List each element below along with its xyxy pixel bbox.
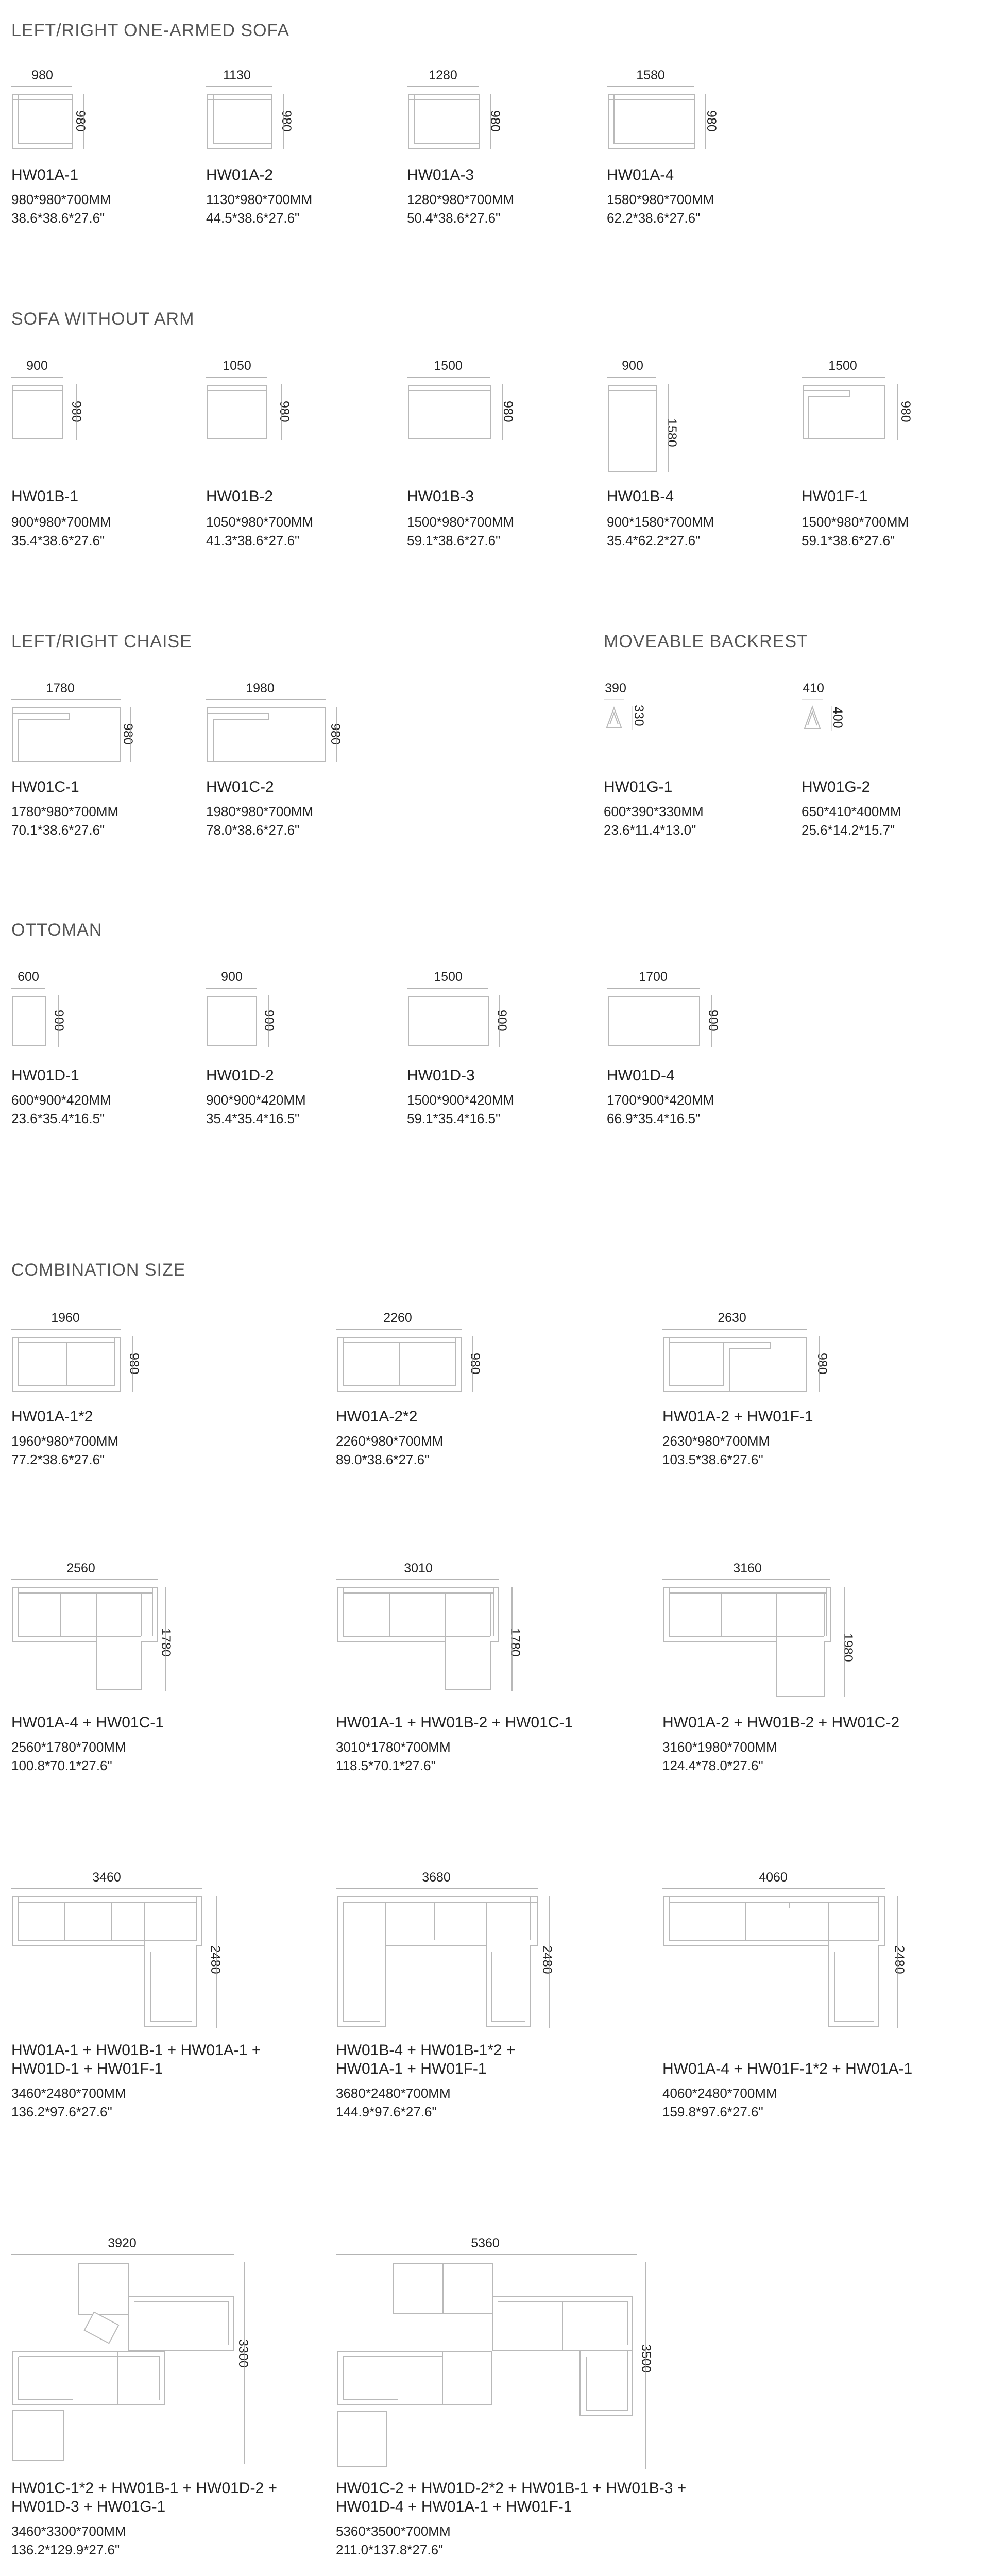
depth-label: 900 — [52, 1010, 66, 1031]
depth-label: 980 — [704, 110, 719, 132]
combo-code-line2: HW01A-1 + HW01F-1 — [336, 2060, 487, 2077]
depth-label: 980 — [277, 401, 292, 422]
width-label: 1500 — [828, 359, 857, 373]
size-mm: 1980*980*700MM — [206, 804, 314, 819]
depth-label: 900 — [706, 1010, 720, 1031]
size-inch: 100.8*70.1*27.6" — [11, 1758, 112, 1773]
size-mm: 650*410*400MM — [802, 804, 901, 819]
width-label: 1580 — [636, 68, 665, 82]
size-inch: 78.0*38.6*27.6" — [206, 822, 300, 838]
size-mm: 980*980*700MM — [11, 192, 111, 207]
size-inch: 103.5*38.6*27.6" — [662, 1452, 763, 1467]
combo-code-line2: HW01D-1 + HW01F-1 — [11, 2060, 163, 2077]
width-label: 410 — [803, 681, 824, 696]
width-label: 900 — [221, 970, 243, 984]
ottoman-drawing — [607, 984, 725, 1051]
depth-label: 980 — [815, 1353, 829, 1375]
sofa-drawing — [11, 82, 94, 155]
depth-label: 980 — [328, 723, 343, 745]
size-inch: 38.6*38.6*27.6" — [11, 210, 105, 226]
size-mm: 4060*2480*700MM — [662, 2086, 777, 2101]
sofa-drawing — [607, 82, 720, 155]
width-label: 980 — [31, 68, 53, 82]
depth-label: 980 — [279, 110, 294, 132]
width-label: 3460 — [92, 1870, 121, 1885]
depth-label: 980 — [73, 110, 88, 132]
product-code: HW01D-1 — [11, 1067, 79, 1084]
size-inch: 35.4*35.4*16.5" — [206, 1111, 300, 1126]
width-label: 3010 — [404, 1561, 433, 1575]
backrest-drawing — [604, 696, 650, 737]
size-inch: 136.2*129.9*27.6" — [11, 2542, 120, 2557]
combo-code: HW01A-2 + HW01F-1 — [662, 1408, 813, 1425]
product-code: HW01D-2 — [206, 1067, 274, 1084]
depth-label: 1980 — [841, 1633, 855, 1662]
combo-drawing — [11, 1575, 181, 1694]
depth-label: 2480 — [208, 1945, 223, 1974]
width-label: 3680 — [422, 1870, 451, 1885]
depth-label: 980 — [127, 1353, 141, 1375]
size-mm: 3010*1780*700MM — [336, 1739, 451, 1755]
combo-drawing — [11, 1885, 233, 2029]
combo-code: HW01A-4 + HW01C-1 — [11, 1714, 164, 1731]
size-inch: 50.4*38.6*27.6" — [407, 210, 501, 226]
size-inch: 59.1*38.6*27.6" — [802, 533, 895, 548]
depth-label: 980 — [501, 401, 515, 422]
combo-drawing — [662, 1575, 868, 1699]
width-label: 1960 — [51, 1311, 80, 1325]
size-mm: 1700*900*420MM — [607, 1092, 714, 1108]
combo-drawing — [11, 2250, 269, 2467]
section-title-one-armed: LEFT/RIGHT ONE-ARMED SOFA — [11, 21, 290, 40]
size-mm: 1050*980*700MM — [206, 514, 314, 530]
width-label: 4060 — [759, 1870, 788, 1885]
width-label: 2630 — [718, 1311, 746, 1325]
size-mm: 1500*900*420MM — [407, 1092, 515, 1108]
chaise-drawing — [206, 696, 350, 768]
size-inch: 77.2*38.6*27.6" — [11, 1452, 105, 1467]
section-title-backrest: MOVEABLE BACKREST — [604, 632, 808, 651]
combo-code-line1: HW01C-1*2 + HW01B-1 + HW01D-2 + — [11, 2480, 278, 2497]
size-mm: 1130*980*700MM — [206, 192, 313, 207]
depth-label: 1580 — [664, 418, 679, 447]
sofa-drawing — [206, 82, 299, 155]
size-mm: 600*900*420MM — [11, 1092, 111, 1108]
size-inch: 23.6*35.4*16.5" — [11, 1111, 105, 1126]
width-label: 1700 — [639, 970, 668, 984]
sofa-drawing — [607, 373, 684, 476]
size-inch: 35.4*38.6*27.6" — [11, 533, 105, 548]
size-mm: 5360*3500*700MM — [336, 2523, 451, 2539]
product-code: HW01G-2 — [802, 778, 871, 795]
backrest-drawing — [802, 696, 848, 737]
sofa-drawing — [11, 373, 89, 445]
width-label: 1130 — [223, 68, 251, 82]
combo-code-line1: HW01C-2 + HW01D-2*2 + HW01B-1 + HW01B-3 + — [336, 2480, 687, 2497]
product-code: HW01A-1 — [11, 166, 79, 183]
width-label: 1280 — [429, 68, 457, 82]
depth-label: 980 — [468, 1353, 482, 1375]
product-code: HW01B-4 — [607, 488, 674, 505]
product-code: HW01A-2 — [206, 166, 274, 183]
size-inch: 211.0*137.8*27.6" — [336, 2542, 444, 2557]
size-mm: 1960*980*700MM — [11, 1433, 119, 1449]
width-label: 900 — [622, 359, 643, 373]
depth-label: 2480 — [892, 1945, 907, 1974]
width-label: 1050 — [223, 359, 251, 373]
depth-label: 1780 — [508, 1628, 522, 1657]
sofa-drawing — [206, 373, 294, 445]
size-inch: 159.8*97.6*27.6" — [662, 2104, 763, 2120]
combo-drawing — [336, 1325, 490, 1397]
width-label: 2560 — [66, 1561, 95, 1575]
depth-label: 980 — [898, 401, 913, 422]
width-label: 1980 — [246, 681, 275, 696]
combo-drawing — [336, 2250, 666, 2472]
product-code: HW01G-1 — [604, 778, 673, 795]
size-inch: 25.6*14.2*15.7" — [802, 822, 895, 838]
size-inch: 118.5*70.1*27.6" — [336, 1758, 436, 1773]
depth-label: 3500 — [639, 2344, 653, 2373]
depth-label: 980 — [69, 401, 83, 422]
width-label: 900 — [26, 359, 48, 373]
size-inch: 70.1*38.6*27.6" — [11, 822, 105, 838]
product-code: HW01F-1 — [802, 488, 868, 505]
size-inch: 62.2*38.6*27.6" — [607, 210, 701, 226]
width-label: 1780 — [46, 681, 75, 696]
combo-drawing — [336, 1885, 568, 2029]
section-title-chaise: LEFT/RIGHT CHAISE — [11, 632, 192, 651]
size-mm: 1780*980*700MM — [11, 804, 119, 819]
size-inch: 59.1*38.6*27.6" — [407, 533, 501, 548]
size-inch: 136.2*97.6*27.6" — [11, 2104, 112, 2120]
size-mm: 2630*980*700MM — [662, 1433, 770, 1449]
ottoman-drawing — [407, 984, 515, 1051]
depth-label: 1780 — [159, 1628, 173, 1657]
combo-code: HW01A-1 + HW01B-2 + HW01C-1 — [336, 1714, 573, 1731]
width-label: 2260 — [383, 1311, 412, 1325]
width-label: 3920 — [108, 2236, 137, 2250]
product-code: HW01B-2 — [206, 488, 274, 505]
size-mm: 1500*980*700MM — [802, 514, 909, 530]
product-code: HW01D-3 — [407, 1067, 475, 1084]
combo-code-line1: HW01A-1 + HW01B-1 + HW01A-1 + — [11, 2042, 261, 2059]
combo-code-line2: HW01D-4 + HW01A-1 + HW01F-1 — [336, 2498, 572, 2515]
depth-label: 980 — [488, 110, 502, 132]
product-code: HW01D-4 — [607, 1067, 675, 1084]
combo-drawing — [336, 1575, 532, 1694]
section-title-without-arm: SOFA WITHOUT ARM — [11, 309, 195, 329]
size-mm: 3460*2480*700MM — [11, 2086, 126, 2101]
size-mm: 2260*980*700MM — [336, 1433, 444, 1449]
product-code: HW01C-2 — [206, 778, 274, 795]
size-mm: 2560*1780*700MM — [11, 1739, 126, 1755]
depth-label: 330 — [632, 705, 646, 726]
product-code: HW01A-3 — [407, 166, 474, 183]
size-mm: 3460*3300*700MM — [11, 2523, 126, 2539]
size-inch: 89.0*38.6*27.6" — [336, 1452, 430, 1467]
size-inch: 124.4*78.0*27.6" — [662, 1758, 763, 1773]
size-mm: 900*980*700MM — [11, 514, 111, 530]
size-inch: 144.9*97.6*27.6" — [336, 2104, 437, 2120]
combo-code: HW01A-2*2 — [336, 1408, 418, 1425]
combo-code-line2: HW01D-3 + HW01G-1 — [11, 2498, 166, 2515]
depth-label: 2480 — [540, 1945, 554, 1974]
size-mm: 600*390*330MM — [604, 804, 704, 819]
product-code: HW01C-1 — [11, 778, 79, 795]
width-label: 5360 — [471, 2236, 500, 2250]
size-mm: 1500*980*700MM — [407, 514, 515, 530]
size-mm: 3160*1980*700MM — [662, 1739, 777, 1755]
combo-drawing — [11, 1325, 150, 1397]
size-mm: 3680*2480*700MM — [336, 2086, 451, 2101]
size-mm: 1580*980*700MM — [607, 192, 714, 207]
size-inch: 59.1*35.4*16.5" — [407, 1111, 501, 1126]
combo-code: HW01A-1*2 — [11, 1408, 93, 1425]
combo-code-line1: HW01B-4 + HW01B-1*2 + — [336, 2042, 516, 2059]
width-label: 1500 — [434, 359, 463, 373]
size-inch: 23.6*11.4*13.0" — [604, 822, 696, 838]
size-mm: 900*900*420MM — [206, 1092, 306, 1108]
ottoman-drawing — [206, 984, 283, 1051]
size-inch: 35.4*62.2*27.6" — [607, 533, 701, 548]
depth-label: 400 — [830, 707, 845, 728]
depth-label: 900 — [262, 1010, 276, 1031]
combo-drawing — [662, 1325, 832, 1397]
size-mm: 900*1580*700MM — [607, 514, 714, 530]
ottoman-drawing — [11, 984, 73, 1051]
sofa-drawing — [802, 373, 910, 445]
product-code: HW01B-1 — [11, 488, 79, 505]
combo-drawing — [662, 1885, 915, 2029]
width-label: 390 — [605, 681, 626, 696]
size-inch: 44.5*38.6*27.6" — [206, 210, 300, 226]
sofa-drawing — [407, 82, 505, 155]
depth-label: 900 — [494, 1010, 509, 1031]
sofa-drawing — [407, 373, 515, 445]
combo-code: HW01A-2 + HW01B-2 + HW01C-2 — [662, 1714, 900, 1731]
chaise-drawing — [11, 696, 145, 768]
depth-label: 980 — [121, 723, 135, 745]
width-label: 1500 — [434, 970, 463, 984]
product-code: HW01A-4 — [607, 166, 674, 183]
size-mm: 1280*980*700MM — [407, 192, 515, 207]
section-title-ottoman: OTTOMAN — [11, 920, 103, 940]
section-title-combination: COMBINATION SIZE — [11, 1260, 186, 1280]
combo-code: HW01A-4 + HW01F-1*2 + HW01A-1 — [662, 2060, 913, 2077]
depth-label: 3300 — [236, 2339, 250, 2368]
size-inch: 66.9*35.4*16.5" — [607, 1111, 701, 1126]
size-inch: 41.3*38.6*27.6" — [206, 533, 300, 548]
width-label: 3160 — [733, 1561, 762, 1575]
product-code: HW01B-3 — [407, 488, 474, 505]
width-label: 600 — [18, 970, 39, 984]
